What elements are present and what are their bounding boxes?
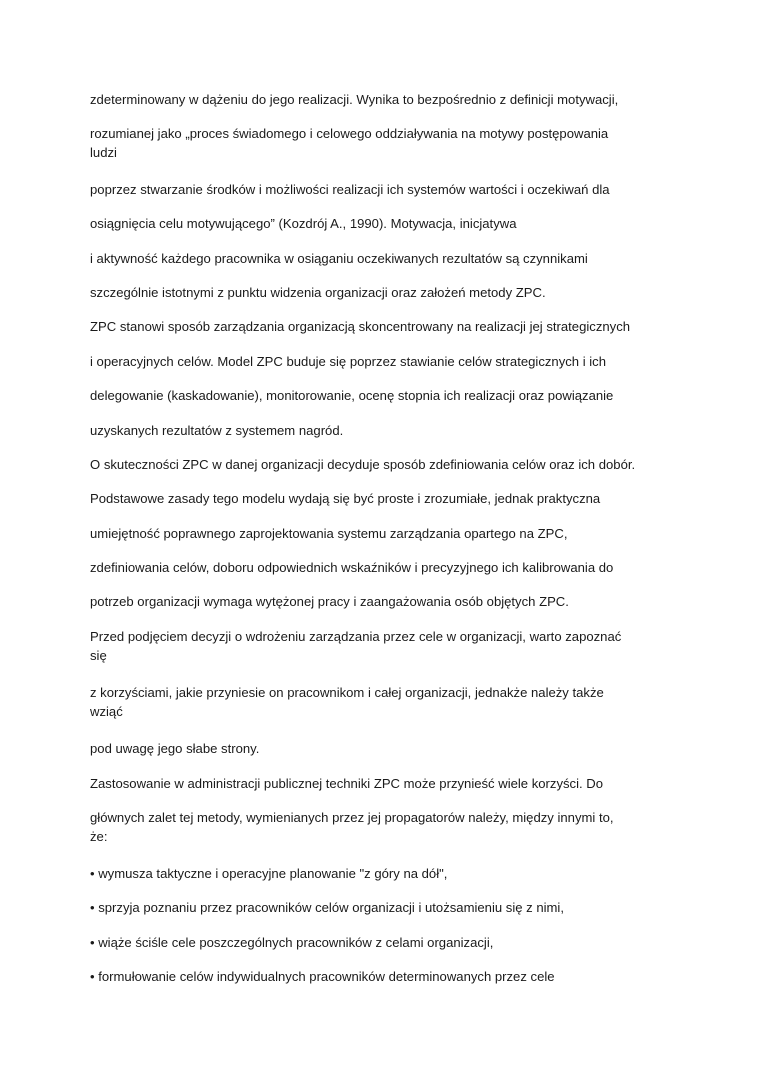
text-line: ludzi [90, 145, 117, 160]
text-line: osiągnięcia celu motywującego” (Kozdrój A., 1990). Motywacja, inicjatywa [90, 216, 517, 231]
text-line: pod uwagę jego słabe strony. [90, 741, 260, 756]
text-line: szczególnie istotnymi z punktu widzenia organizacji oraz założeń metody ZPC. [90, 285, 546, 300]
text-line: zdeterminowany w dążeniu do jego realizacji. Wynika to bezpośrednio z definicji motywacji, [90, 92, 619, 107]
bullet-item: • formułowanie celów indywidualnych pracowników determinowanych przez cele [90, 969, 555, 984]
text-line: i aktywność każdego pracownika w osiąganiu oczekiwanych rezultatów są czynnikami [90, 251, 588, 266]
text-line: O skuteczności ZPC w danej organizacji decyduje sposób zdefiniowania celów oraz ich dobór. [90, 457, 636, 472]
bullet-item: • sprzyja poznaniu przez pracowników celów organizacji i utożsamieniu się z nimi, [90, 900, 564, 915]
text-line: delegowanie (kaskadowanie), monitorowanie, ocenę stopnia ich realizacji oraz powiązanie [90, 388, 614, 403]
text-line: zdefiniowania celów, doboru odpowiednich wskaźników i precyzyjnego ich kalibrowania do [90, 560, 614, 575]
text-line: z korzyściami, jakie przyniesie on pracownikom i całej organizacji, jednakże należy także [90, 685, 604, 700]
text-line: głównych zalet tej metody, wymienianych przez jej propagatorów należy, między innymi to, [90, 810, 614, 825]
text-line: wziąć [90, 704, 123, 719]
text-line: się [90, 648, 107, 663]
text-line: i operacyjnych celów. Model ZPC buduje się poprzez stawianie celów strategicznych i ich [90, 354, 606, 369]
text-line: że: [90, 829, 108, 844]
text-line: umiejętność poprawnego zaprojektowania systemu zarządzania opartego na ZPC, [90, 526, 568, 541]
text-line: Przed podjęciem decyzji o wdrożeniu zarządzania przez cele w organizacji, warto zapoznać [90, 629, 622, 644]
bullet-item: • wymusza taktyczne i operacyjne planowanie "z góry na dół", [90, 866, 448, 881]
text-line: Podstawowe zasady tego modelu wydają się być proste i zrozumiałe, jednak praktyczna [90, 491, 601, 506]
text-line: rozumianej jako „proces świadomego i celowego oddziaływania na motywy postępowania [90, 126, 609, 141]
text-line: poprzez stwarzanie środków i możliwości realizacji ich systemów wartości i oczekiwań dla [90, 182, 610, 197]
text-line: potrzeb organizacji wymaga wytężonej pracy i zaangażowania osób objętych ZPC. [90, 594, 569, 609]
bullet-item: • wiąże ściśle cele poszczególnych pracowników z celami organizacji, [90, 935, 494, 950]
text-line: ZPC stanowi sposób zarządzania organizacją skoncentrowany na realizacji jej strategicznych [90, 319, 631, 334]
text-line: uzyskanych rezultatów z systemem nagród. [90, 423, 344, 438]
text-line: Zastosowanie w administracji publicznej techniki ZPC może przynieść wiele korzyści. Do [90, 776, 604, 791]
